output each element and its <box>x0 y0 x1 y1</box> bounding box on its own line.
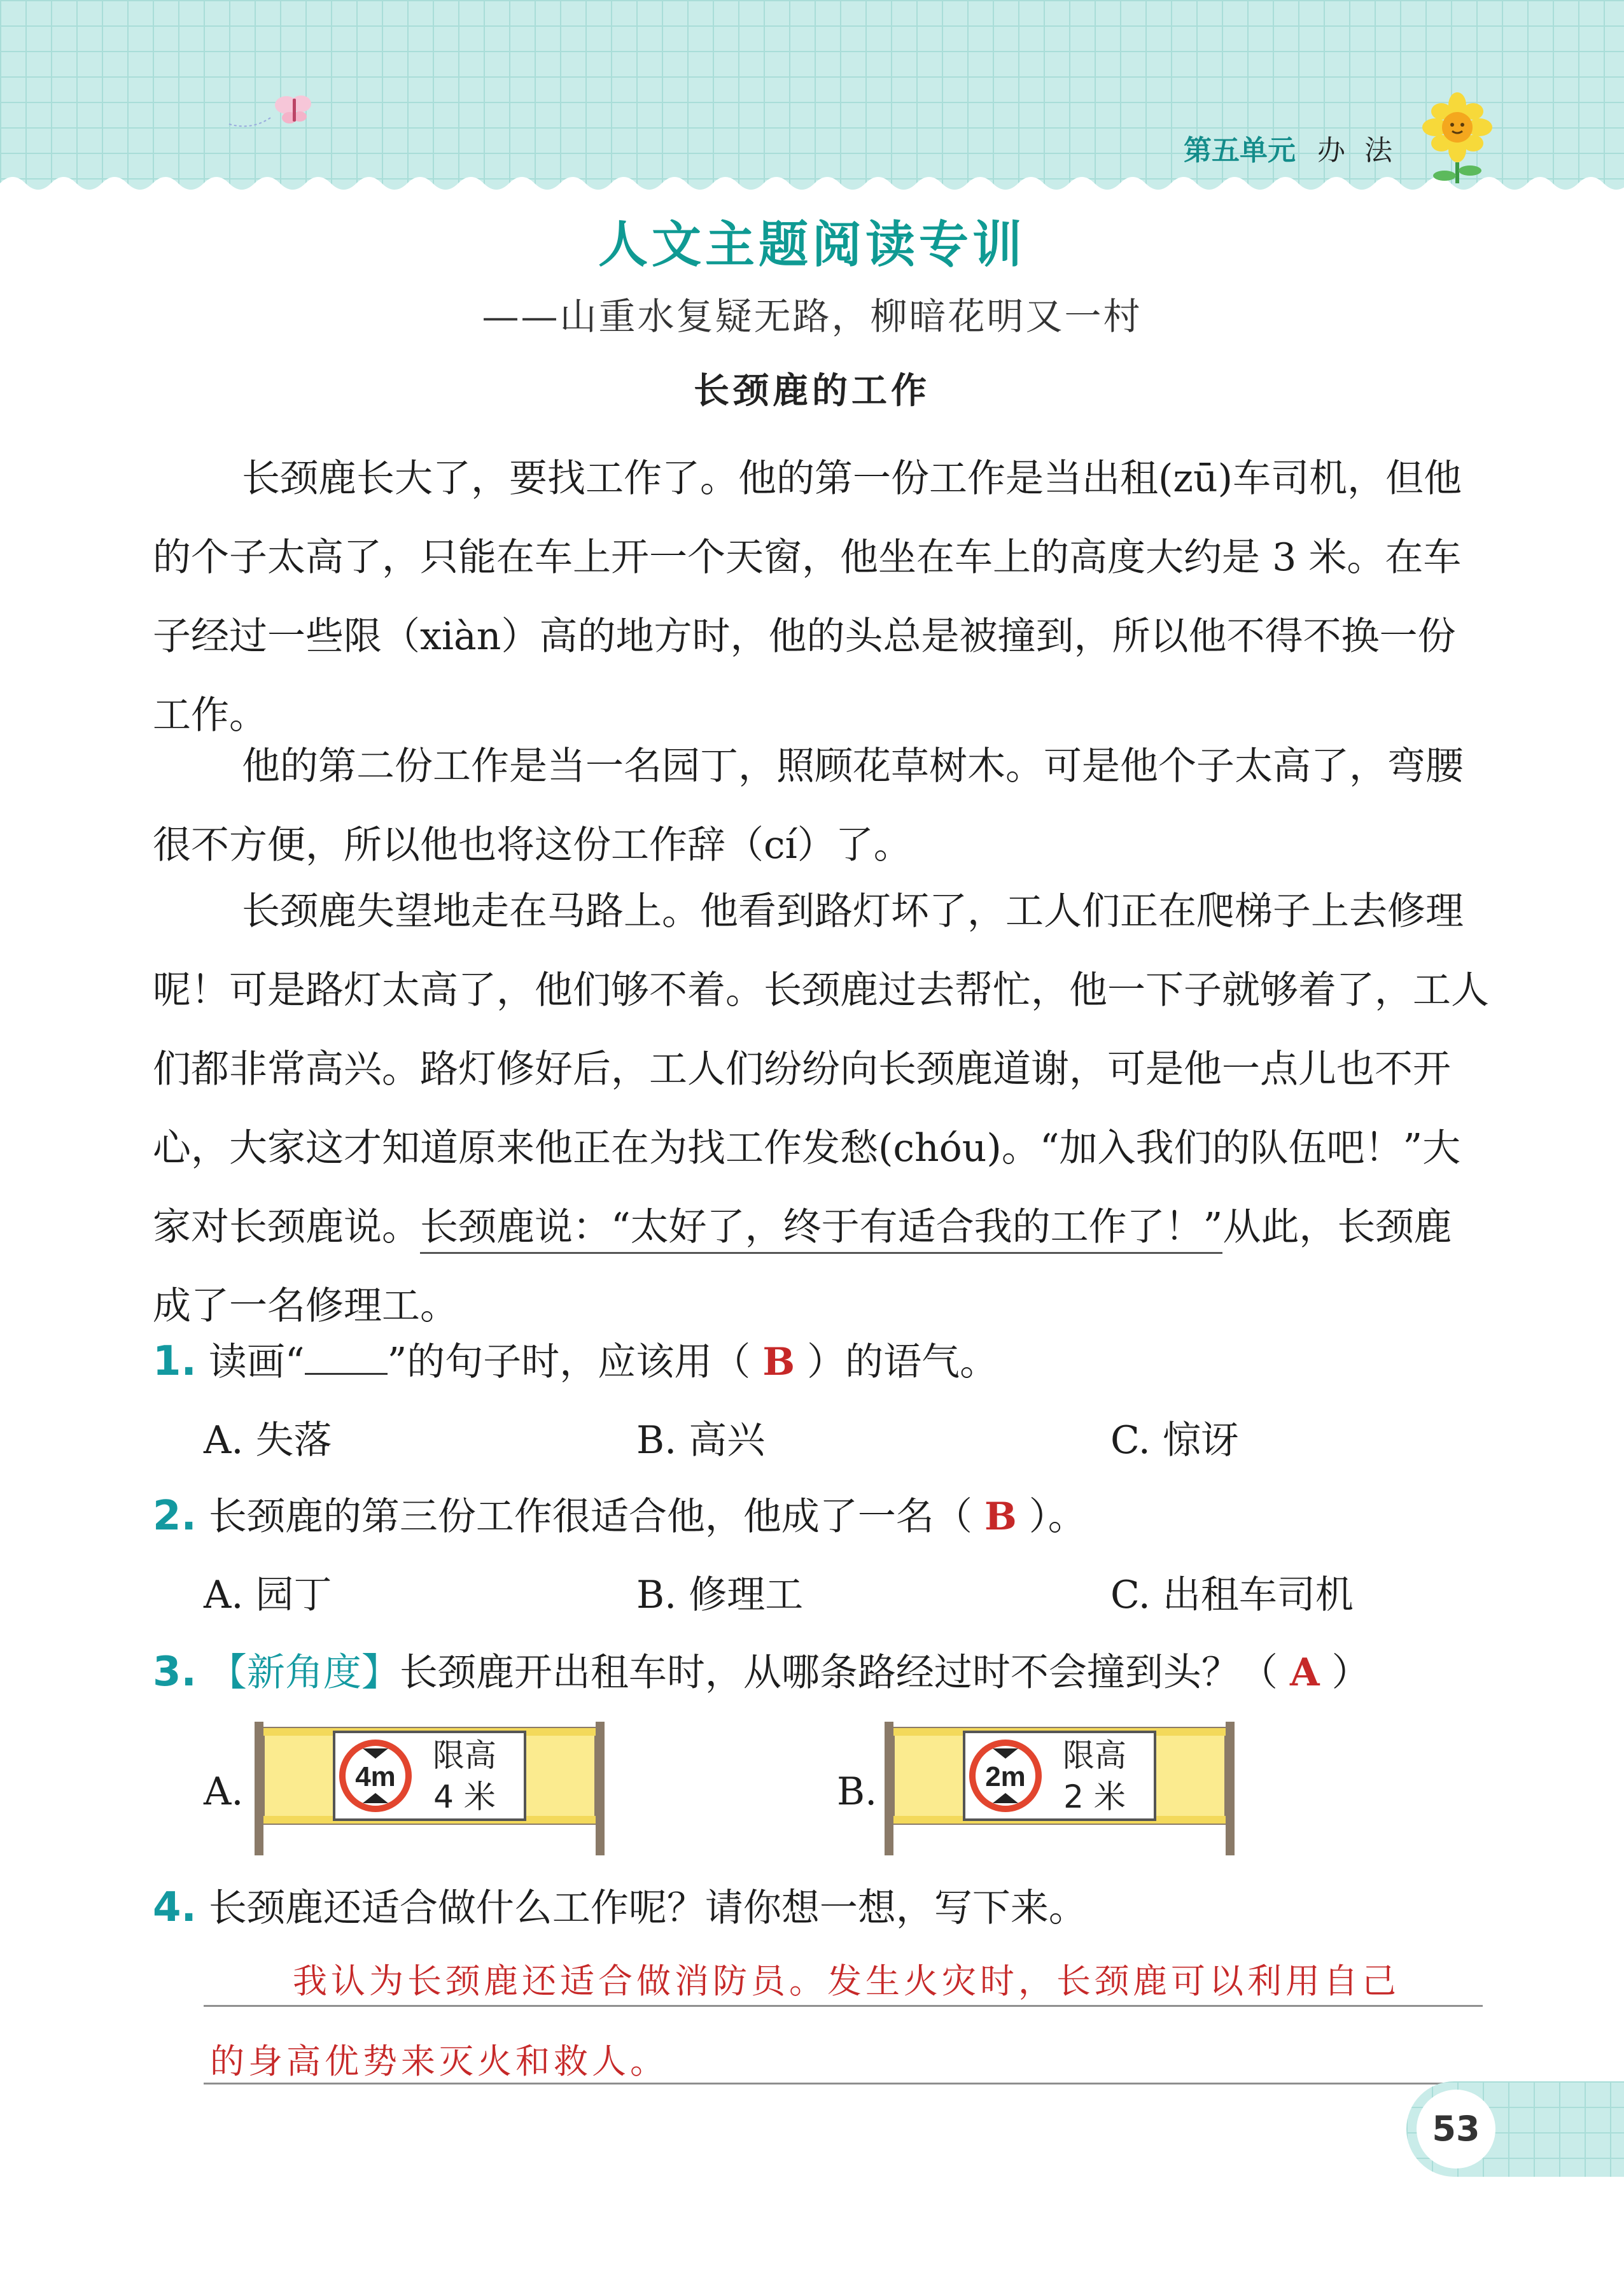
question-1-text-end: ）的语气。 <box>807 1340 998 1384</box>
question-4-number: 4. <box>153 1884 197 1931</box>
story-paragraph-3 <box>153 872 1489 1346</box>
question-2-option-b: B. 修理工 <box>636 1573 804 1617</box>
sign-b-line2: 2 米 <box>1063 1778 1126 1815</box>
question-2-answer: B <box>984 1494 1017 1539</box>
sunflower-icon <box>1413 89 1502 185</box>
question-3-text: 长颈鹿开出租车时，从哪条路经过时不会撞到头？（ <box>399 1650 1278 1695</box>
question-1-text-after: ”的句子时，应该用（ <box>387 1340 751 1384</box>
question-1-option-a: A. 失落 <box>204 1418 332 1463</box>
question-1 <box>153 1332 998 1386</box>
handwritten-answer-line-2: 的身高优势来灭火和救人。 <box>210 2041 668 2081</box>
paragraph-3-text: 长颈鹿失望地走在马路上。他看到路灯坏了，工人们正在爬梯子上去修理呢！可是路灯太高了，他们够不着。长颈鹿过去帮忙，他一下子就够着了，工人们都非常高兴。路灯修好后，工人们纷纷向长颈鹿道谢，可是他一点儿也不开心，大家这才知道原来他正在为找工作发愁(chóu)。“加入我们的队伍吧！”大家对长颈鹿说。 <box>153 889 1489 1249</box>
sign-a-line2: 4 米 <box>433 1778 496 1815</box>
question-2-number: 2. <box>153 1493 197 1540</box>
underlined-sentence: 长颈鹿说：“太好了，终于有适合我的工作了！” <box>420 1205 1222 1254</box>
question-1-text-before: 读画“ <box>208 1340 305 1384</box>
answer-rule-2 <box>204 2083 1483 2085</box>
question-3-number: 3. <box>153 1649 197 1696</box>
story-paragraph-2 <box>153 727 1489 885</box>
page-subtitle: ——山重水复疑无路，柳暗花明又一村 <box>482 295 1142 338</box>
page-title: 人文主题阅读专训 <box>598 216 1026 274</box>
handwritten-answer-line-1: 我认为长颈鹿还适合做消防员。发生火灾时，长颈鹿可以利用自己 <box>293 1961 1400 2001</box>
header-wave-edge <box>0 171 1624 196</box>
new-angle-tag: 【新角度】 <box>208 1650 400 1695</box>
question-2-text-end: ）。 <box>1028 1494 1086 1539</box>
question-1-option-b: B. 高兴 <box>636 1418 766 1463</box>
story-paragraph-1 <box>153 439 1489 755</box>
question-2 <box>153 1486 1086 1541</box>
sign-b-circle-text: 2m <box>985 1761 1026 1792</box>
question-1-number: 1. <box>153 1338 197 1385</box>
question-4 <box>153 1878 1087 1932</box>
sign-b-line1: 限高 <box>1063 1737 1126 1774</box>
question-2-text: 长颈鹿的第三份工作很适合他，他成了一名（ <box>208 1494 972 1539</box>
question-1-answer: B <box>762 1340 795 1384</box>
question-2-option-a: A. 园丁 <box>204 1573 332 1617</box>
height-limit-sign-b <box>881 1722 1238 1855</box>
height-limit-sign-a <box>251 1722 608 1855</box>
page-number: 53 <box>1417 2090 1495 2169</box>
question-4-text: 长颈鹿还适合做什么工作呢？请你想一想，写下来。 <box>208 1886 1087 1930</box>
sign-a-circle-text: 4m <box>355 1761 396 1792</box>
question-1-option-c: C. 惊讶 <box>1110 1418 1239 1463</box>
sign-a-line1: 限高 <box>433 1737 496 1774</box>
question-3 <box>153 1642 1370 1697</box>
question-3-answer: A <box>1290 1650 1320 1695</box>
story-title: 长颈鹿的工作 <box>694 370 930 412</box>
paragraph-1-text: 长颈鹿长大了，要找工作了。他的第一份工作是当出租(zū)车司机，但他的个子太高了，只能在车上开一个天窗，他坐在车上的高度大约是 3 米。在车子经过一些限（xiàn）高的地方时，他的头总是被撞到，所以他不得不换一份工作。 <box>153 456 1462 738</box>
unit-label: 第五单元 <box>1184 134 1296 167</box>
option-a-label: A. <box>204 1769 244 1814</box>
butterfly-icon <box>226 86 315 137</box>
paragraph-3-end: 从此，长颈鹿成了一名修理工。 <box>153 1205 1452 1328</box>
answer-rule-1 <box>204 2005 1483 2007</box>
underline-mark <box>305 1347 388 1375</box>
unit-title: 办 法 <box>1317 134 1397 167</box>
option-b-label: B. <box>837 1769 878 1814</box>
question-3-text-end: ） <box>1331 1650 1370 1695</box>
paragraph-2-text: 他的第二份工作是当一名园丁，照顾花草树木。可是他个子太高了，弯腰很不方便，所以他也将这份工作辞（cí）了。 <box>153 744 1464 868</box>
question-2-option-c: C. 出租车司机 <box>1110 1573 1354 1617</box>
